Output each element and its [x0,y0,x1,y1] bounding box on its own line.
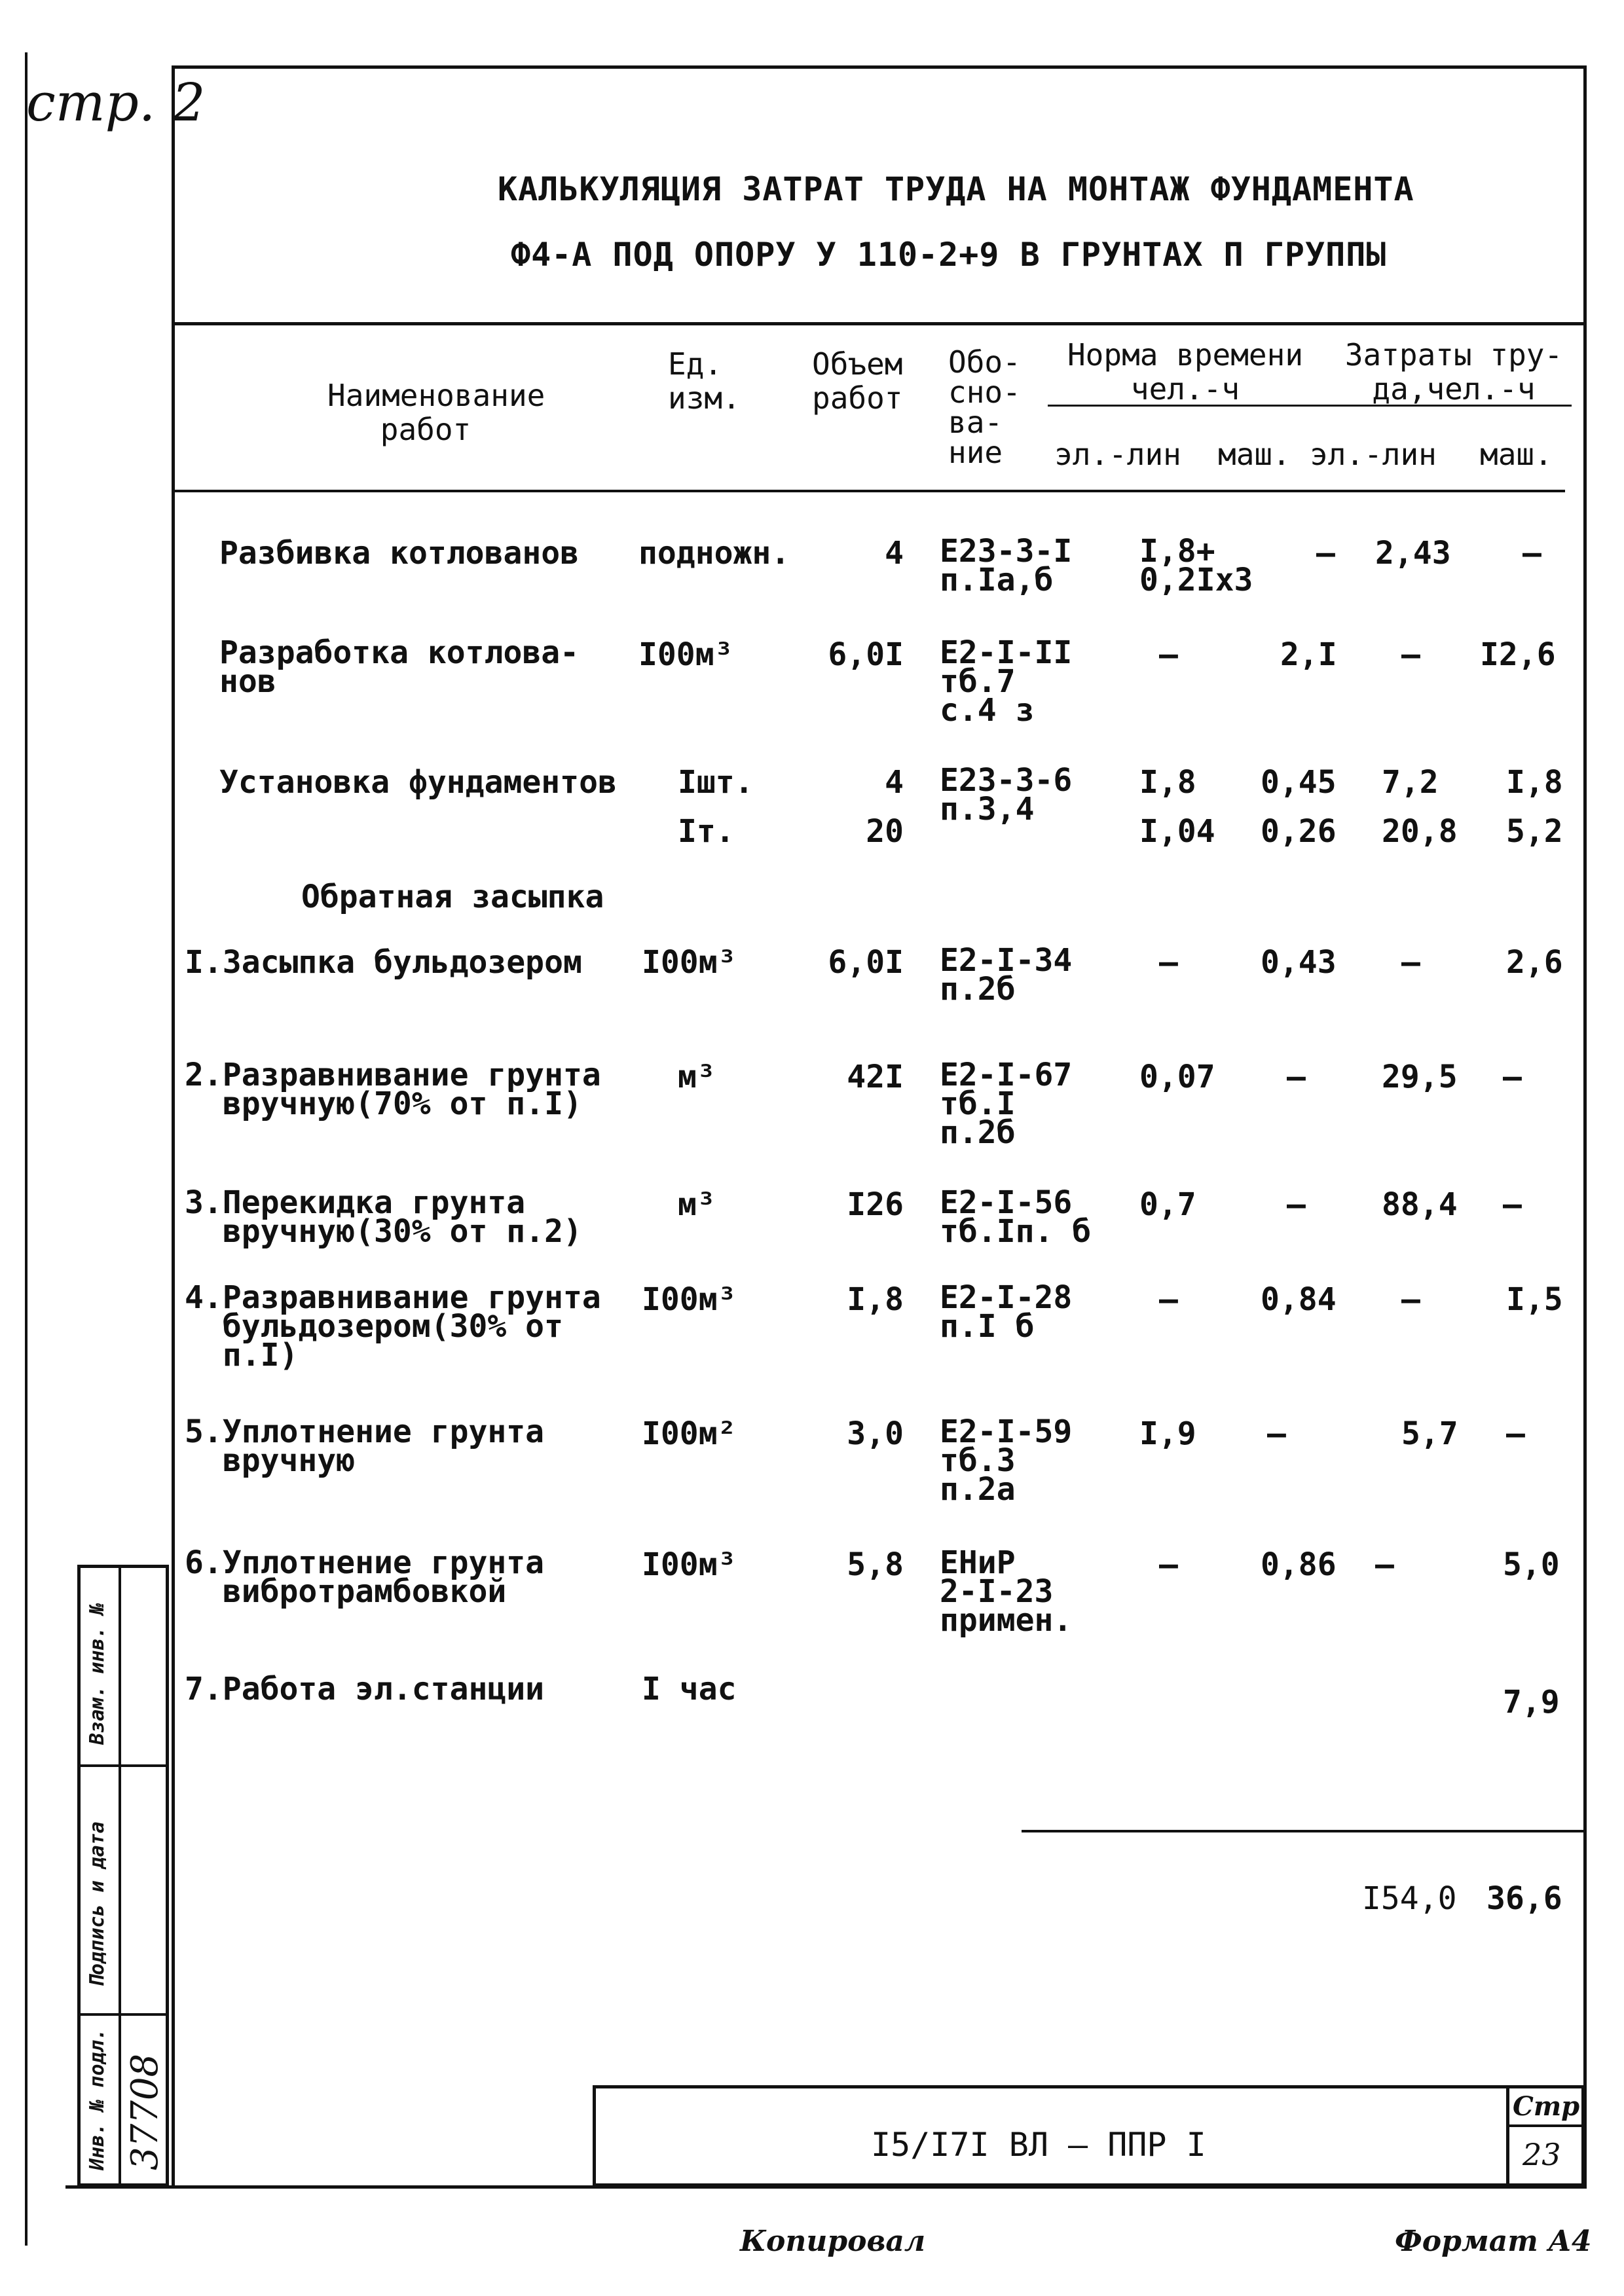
row-9-cost-mash: – [1506,1415,1525,1452]
row-7-name: 3.Перекидка грунта вручную(30% от п.2) [185,1184,582,1250]
row-8-basis: Е2-I-28 п.I б [940,1279,1073,1345]
row-3-basis: Е23-3-6 п.3,4 [940,762,1073,828]
header-cost-mash: маш. [1480,437,1553,472]
row-6-volume: 42I [847,1059,904,1095]
row-9-cost-el: 5,7 [1401,1415,1458,1452]
header-name: Наименование работ [327,378,545,447]
row-6-unit: м³ [678,1059,716,1095]
totals-line [1022,1830,1585,1832]
header-volume: Объем работ [812,346,903,416]
outer-left-line [25,52,28,2246]
row-10-unit: I00м³ [642,1546,737,1583]
row-9-basis: Е2-I-59 тб.3 п.2а [940,1413,1073,1508]
frame-top-line [172,65,1586,69]
row-11-name: 7.Работа эл.станции [185,1671,545,1707]
stamp-divider [1506,2088,1509,2187]
section-backfill: Обратная засыпка [301,879,604,915]
row-3-cost-mash: I,8 [1506,764,1563,801]
side-stamp-divider-2 [81,2013,166,2016]
header-unit: Ед. изм. [668,346,741,416]
side-stamp [77,1565,169,2187]
row-4-volume: 20 [866,813,904,850]
side-stamp-divider-1 [81,1764,166,1767]
row-7-cost-el: 88,4 [1382,1186,1458,1223]
total-cost-mash: 36,6 [1486,1880,1562,1917]
row-5-norm-mash: 0,43 [1261,944,1337,981]
row-8-unit: I00м³ [642,1281,737,1318]
row-4-cost-el: 20,8 [1382,813,1458,850]
row-10-cost-mash: 5,0 [1503,1546,1560,1583]
row-7-basis: Е2-I-56 тб.Iп. б [940,1184,1092,1250]
stamp-code: I5/I7I ВЛ – ППР I [871,2126,1206,2164]
title-line-1: КАЛЬКУЛЯЦИЯ ЗАТРАТ ТРУДА НА МОНТАЖ ФУНДАМЕНТА [498,170,1414,208]
row-8-norm-el: – [1159,1281,1178,1318]
row-10-norm-el: – [1159,1546,1178,1583]
row-3-unit: Iшт. [678,764,754,801]
row-5-name: I.Засыпка бульдозером [185,944,582,981]
row-8-name: 4.Разравнивание грунта бульдозером(30% от п.I) [185,1279,601,1374]
row-9-volume: 3,0 [847,1415,904,1452]
row-5-unit: I00м³ [642,944,737,981]
row-8-cost-mash: I,5 [1506,1281,1563,1318]
title-line-2: Ф4-А ПОД ОПОРУ У 110-2+9 В ГРУНТАХ П ГРУППЫ [511,236,1387,274]
row-10-cost-el: – [1375,1546,1394,1583]
row-7-volume: I26 [847,1186,904,1223]
row-2-norm-mash: 2,I [1280,636,1337,673]
stamp-divider-h [1506,2124,1585,2127]
stamp-sheet-number: 23 [1522,2137,1561,2172]
row-2-basis: Е2-I-II тб.7 с.4 з [940,634,1073,729]
row-7-norm-mash: – [1287,1186,1306,1223]
frame-right-line [1583,65,1587,2187]
header-norm: Норма времени чел.-ч [1067,337,1304,407]
row-2-unit: I00м³ [638,636,733,673]
row-3-cost-el: 7,2 [1382,764,1439,801]
row-5-volume: 6,0I [828,944,904,981]
row-10-norm-mash: 0,86 [1261,1546,1337,1583]
row-10-basis: ЕНиР 2-I-23 примен. [940,1544,1073,1639]
row-2-volume: 6,0I [828,636,904,673]
row-5-norm-el: – [1159,944,1178,981]
row-2-cost-el: – [1401,636,1420,673]
row-1-volume: 4 [885,535,904,572]
row-7-cost-mash: – [1503,1186,1522,1223]
row-1-basis: Е23-3-I п.Iа,б [940,533,1073,598]
row-9-name: 5.Уплотнение грунта вручную [185,1413,545,1479]
footer-format: Формат А4 [1395,2225,1592,2258]
row-6-norm-mash: – [1287,1059,1306,1095]
side-label-sign: Подпись и дата [86,1821,109,1987]
table-header-top-line [174,322,1585,325]
row-6-cost-el: 29,5 [1382,1059,1458,1095]
side-stamp-divider-v [119,1568,121,2183]
row-4-unit: Iт. [678,813,735,850]
header-basis: Обо- сно- ва- ние [948,344,1021,470]
header-norm-mash: маш. [1218,437,1291,472]
row-2-norm-el: – [1159,636,1178,673]
row-1-norm-mash: – [1316,535,1335,572]
row-1-name: Разбивка котлованов [219,535,580,572]
row-7-unit: м³ [678,1186,716,1223]
row-1-norm-el: I,8+ 0,2Iх3 [1139,533,1253,598]
row-2-name: Разработка котлова- нов [219,634,580,700]
row-8-cost-el: – [1401,1281,1420,1318]
row-6-name: 2.Разравнивание грунта вручную(70% от п.I) [185,1057,601,1122]
total-cost-el: I54,0 [1362,1880,1457,1917]
row-1-cost-mash: – [1522,535,1541,572]
header-cost: Затраты тру- да,чел.-ч [1344,337,1563,407]
row-3-volume: 4 [885,764,904,801]
row-7-norm-el: 0,7 [1139,1186,1196,1223]
row-3-norm-mash: 0,45 [1261,764,1337,801]
row-4-cost-mash: 5,2 [1506,813,1563,850]
row-4-norm-mash: 0,26 [1261,813,1337,850]
row-9-unit: I00м² [642,1415,737,1452]
table-header-bottom-line [174,490,1565,492]
row-3-norm-el: I,8 [1139,764,1196,801]
row-6-basis: Е2-I-67 тб.I п.2б [940,1057,1073,1151]
frame-left-line [172,65,175,2187]
side-inv-number: 37708 [124,2053,166,2170]
header-cost-el: эл.-лин [1310,437,1437,472]
row-5-cost-mash: 2,6 [1506,944,1563,981]
row-10-volume: 5,8 [847,1546,904,1583]
row-1-cost-el: 2,43 [1375,535,1451,572]
stamp-block [593,2085,1589,2187]
row-9-norm-mash: – [1267,1415,1286,1452]
side-label-inv: Инв. № подл. [86,2028,109,2170]
row-11-cost-mash: 7,9 [1503,1684,1560,1721]
row-10-name: 6.Уплотнение грунта вибротрамбовкой [185,1544,545,1610]
row-9-norm-el: I,9 [1139,1415,1196,1452]
row-2-cost-mash: I2,6 [1480,636,1556,673]
row-1-unit: подножн. [638,535,790,572]
footer-copied: Копировал [740,2225,926,2258]
row-4-norm-el: I,04 [1139,813,1215,850]
row-11-unit: I час [642,1671,737,1707]
side-label-replace: Взам. инв. № [86,1603,109,1745]
corner-mark: стр. 2 [26,72,206,133]
row-6-norm-el: 0,07 [1139,1059,1215,1095]
row-8-norm-mash: 0,84 [1261,1281,1337,1318]
row-5-basis: Е2-I-34 п.2б [940,942,1073,1008]
stamp-sheet-label: Стр. [1513,2091,1589,2122]
row-5-cost-el: – [1401,944,1420,981]
row-8-volume: I,8 [847,1281,904,1318]
row-6-cost-mash: – [1503,1059,1522,1095]
row-3-name: Установка фундаментов [219,764,617,801]
header-norm-el: эл.-лин [1054,437,1181,472]
